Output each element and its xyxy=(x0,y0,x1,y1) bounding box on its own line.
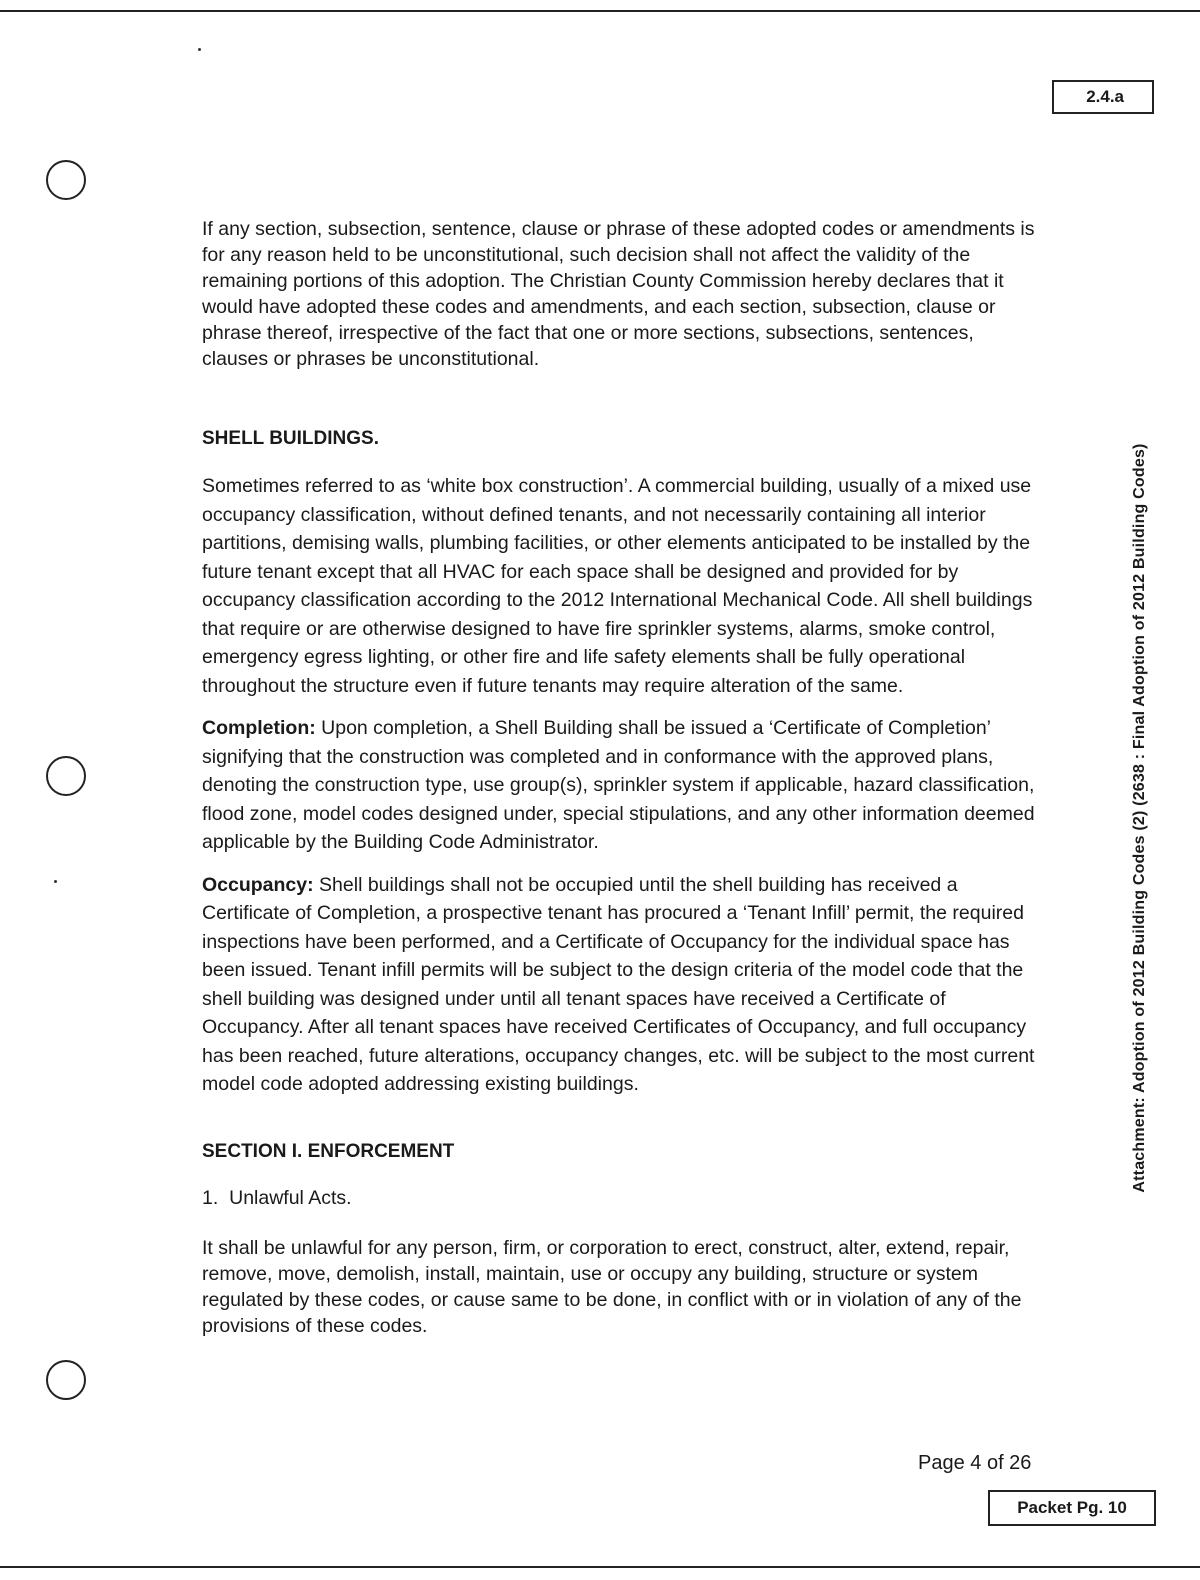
punch-hole-middle xyxy=(46,756,86,796)
punch-hole-bottom xyxy=(46,1360,86,1400)
top-border-line xyxy=(0,10,1200,12)
attachment-side-label: Attachment: Adoption of 2012 Building Codes (2) (2638 : Final Adoption of 2012 Building Codes) xyxy=(1131,443,1148,1193)
unlawful-acts-paragraph: It shall be unlawful for any person, firm, or corporation to erect, construct, alter, extend, repair, remove, move, demolish, install, maintain, use or occupy any building, structure or system regulated by these codes, or cause same to be done, in conflict with or in violation of any of the provisions of these codes. xyxy=(202,1236,1022,1337)
scan-speck xyxy=(54,880,57,883)
section-one-heading: SECTION I. ENFORCEMENT xyxy=(202,1140,455,1162)
bottom-border-line xyxy=(0,1566,1200,1568)
punch-hole-top xyxy=(46,160,86,200)
list-item-unlawful-acts xyxy=(202,1185,1042,1211)
page-reference-label: 2.4.a xyxy=(1086,87,1124,106)
packet-page-label: Packet Pg. 10 xyxy=(1017,1498,1127,1517)
list-item-number: 1. xyxy=(202,1186,219,1209)
completion-label: Completion: xyxy=(202,717,316,739)
scan-speck xyxy=(198,48,201,51)
occupancy-label: Occupancy: xyxy=(202,873,314,896)
document-body xyxy=(202,216,1042,1353)
severability-paragraph: If any section, subsection, sentence, clause or phrase of these adopted codes or amendments is for any reason held to be unconstitutional, such decision shall not affect the validity of the remaining portions of this adoption. The Christian County Commission hereby declares that it would have adopted these codes and amendments, and each section, subsection, clause or phrase thereof, irrespective of the fact that one or more sections, subsections, sentences, clauses or phrases be unconstitutional. xyxy=(202,218,1035,370)
list-item-title: Unlawful Acts. xyxy=(229,1186,352,1209)
packet-page-box xyxy=(988,1490,1156,1526)
completion-text: Upon completion, a Shell Building shall be issued a ‘Certificate of Completion’ signifying that the construction was completed and in conformance with the approved plans, denoting the construction type, use group(s), sprinkler system if applicable, hazard classification, flood zone, model codes designed under, special stipulations, and any other information deemed applicable by the Building Code Administrator. xyxy=(202,717,1035,853)
page-reference-box xyxy=(1052,80,1154,114)
occupancy-text: Shell buildings shall not be occupied until the shell building has received a Certificate of Completion, a prospective tenant has procured a ‘Tenant Infill’ permit, the required inspections have been performed, and a Certificate of Occupancy for the individual space has been issued. Tenant infill permits will be subject to the design criteria of the model code that the shell building was designed under until all tenant spaces have received a Certificate of Occupancy. After all tenant spaces have received Certificates of Occupancy, and full occupancy has been reached, future alterations, occupancy changes, etc. will be subject to the most current model code adopted addressing existing buildings. xyxy=(202,873,1035,1095)
completion-paragraph xyxy=(202,714,1042,857)
shell-buildings-definition: Sometimes referred to as ‘white box construction’. A commercial building, usually of a mixed use occupancy classification, without defined tenants, and not necessarily containing all interior partitions, demising walls, plumbing facilities, or other elements anticipated to be installed by the future tenant except that all HVAC for each space shall be designed and provided for by occupancy classification according to the 2012 International Mechanical Code. All shell buildings that require or are otherwise designed to have fire sprinkler systems, alarms, smoke control, emergency egress lighting, or other fire and life safety elements shall be fully operational throughout the structure even if future tenants may require alteration of the same. xyxy=(202,475,1033,697)
occupancy-paragraph xyxy=(202,871,1042,1099)
page-number: Page 4 of 26 xyxy=(918,1452,1032,1474)
shell-buildings-heading: SHELL BUILDINGS. xyxy=(202,428,379,449)
